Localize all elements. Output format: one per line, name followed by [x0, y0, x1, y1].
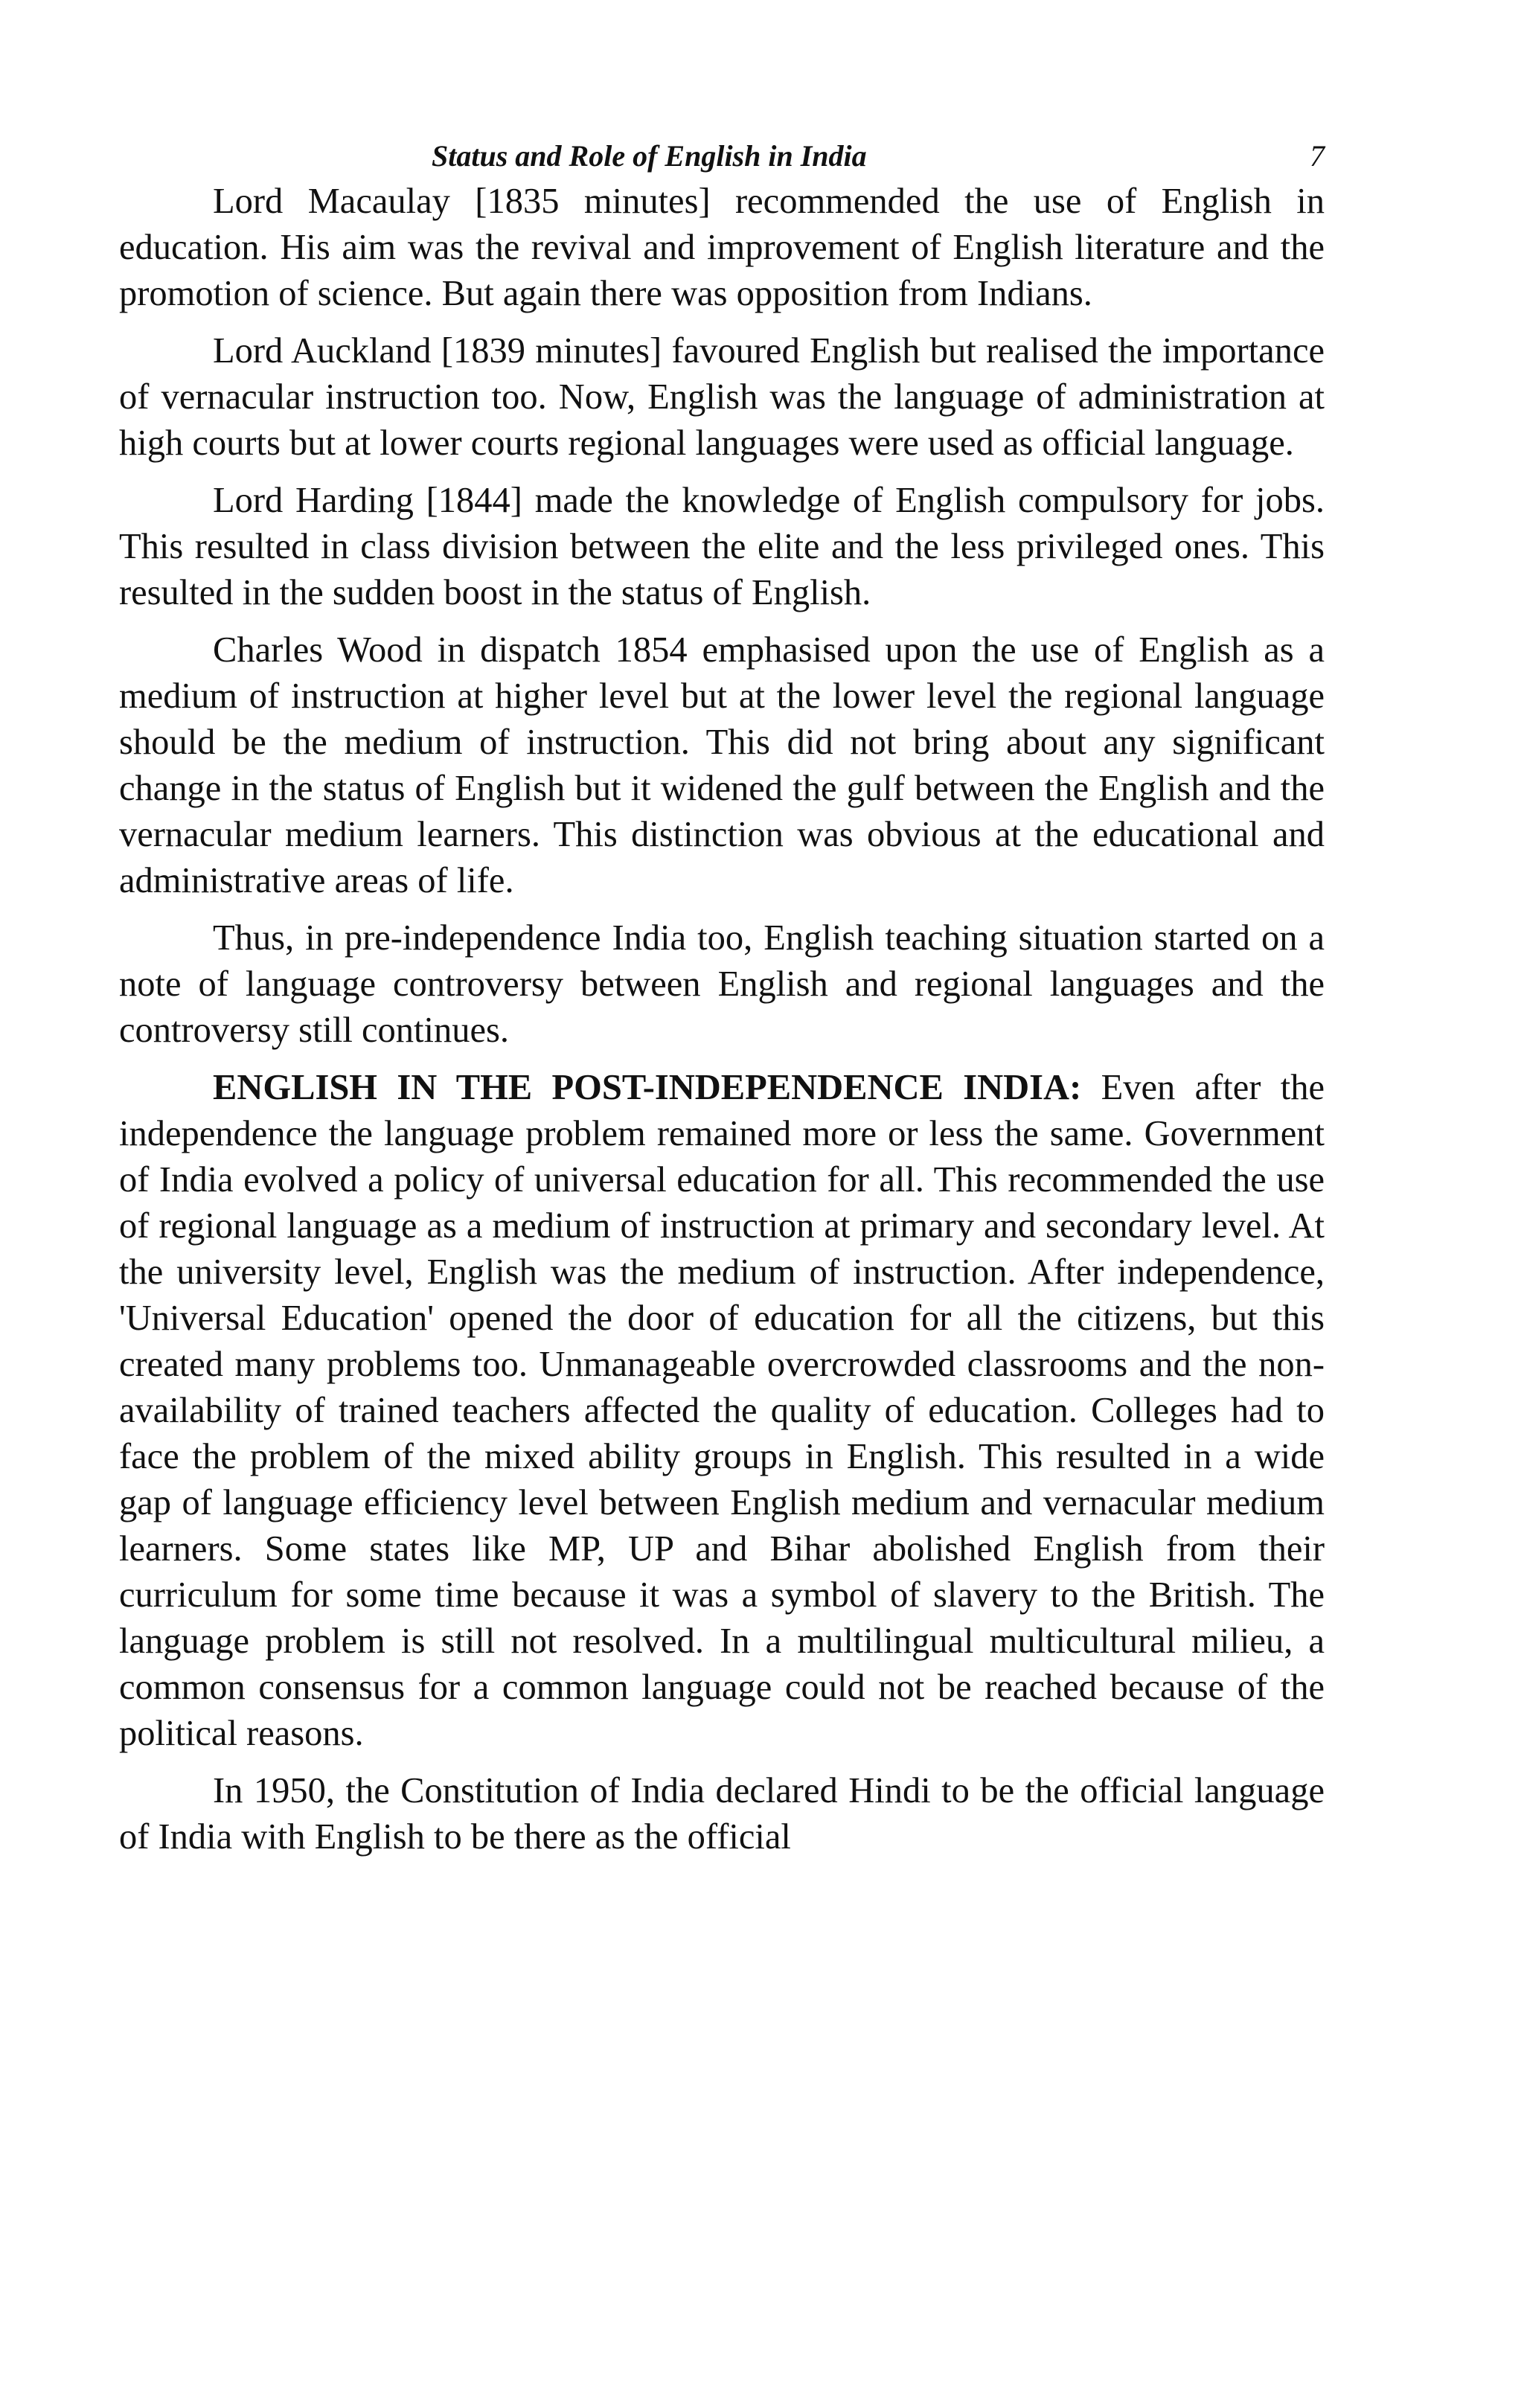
paragraph-charles-wood: Charles Wood in dispatch 1854 emphasised upon the use of English as a medium of instruction at higher level but at the lower level the regional language should be the medium of instruction. This did not bring about any significant change in the status of English but it widened the gulf between the English and the vernacular medium learners. This distinction was obvious at the educational and administrative areas of life. — [119, 630, 1325, 900]
paragraph-harding: Lord Harding [1844] made the knowledge of English compulsory for jobs. This resulted in class division between the elite and the less privileged ones. This resulted in the sudden boost in the status of English. — [119, 481, 1325, 612]
paragraph-post-independence — [119, 1065, 1325, 1757]
running-head — [119, 127, 1325, 179]
running-title: Status and Role of English in India — [432, 139, 867, 173]
paragraph-auckland: Lord Auckland [1839 minutes] favoured English but realised the importance of vernacular instruction too. Now, English was the language of administration at high courts but at lower courts regional languages were used as official language. — [119, 331, 1325, 463]
section-heading: ENGLISH IN THE POST-INDEPENDENCE INDIA: — [213, 1068, 1082, 1107]
section-body-text: Even after the independence the language problem remained more or less the same. Government of India evolved a policy of universal education for all. This recommended the use of regional language as a medium of instruction at primary and secondary level. At the university level, English was the medium of instruction. After independence, 'Universal Education' opened the door of education for all the citizens, but this created many problems too. Unmanageable overcrowded classrooms and the non-availability of trained teachers affected the quality of education. Colleges had to face the problem of the mixed ability groups in English. This resulted in a wide gap of language efficiency level between English medium and vernacular medium learners. Some states like MP, UP and Bihar abolished English from their curriculum for some time because it was a symbol of slavery to the British. The language problem is still not resolved. In a multilingual multicultural milieu, a common consensus for a common language could not be reached because of the political reasons. — [119, 1068, 1325, 1753]
paragraph-constitution: In 1950, the Constitution of India declared Hindi to be the official language of India with English to be there as the official — [119, 1771, 1325, 1857]
paragraph-macaulay: Lord Macaulay [1835 minutes] recommended the use of English in education. His aim was the revival and improvement of English literature and the promotion of science. But again there was opposition from Indians. — [119, 182, 1325, 313]
book-page — [119, 127, 1325, 1871]
paragraph-pre-independence: Thus, in pre-independence India too, English teaching situation started on a note of language controversy between English and regional languages and the controversy still continues. — [119, 918, 1325, 1050]
page-number: 7 — [1310, 139, 1325, 173]
